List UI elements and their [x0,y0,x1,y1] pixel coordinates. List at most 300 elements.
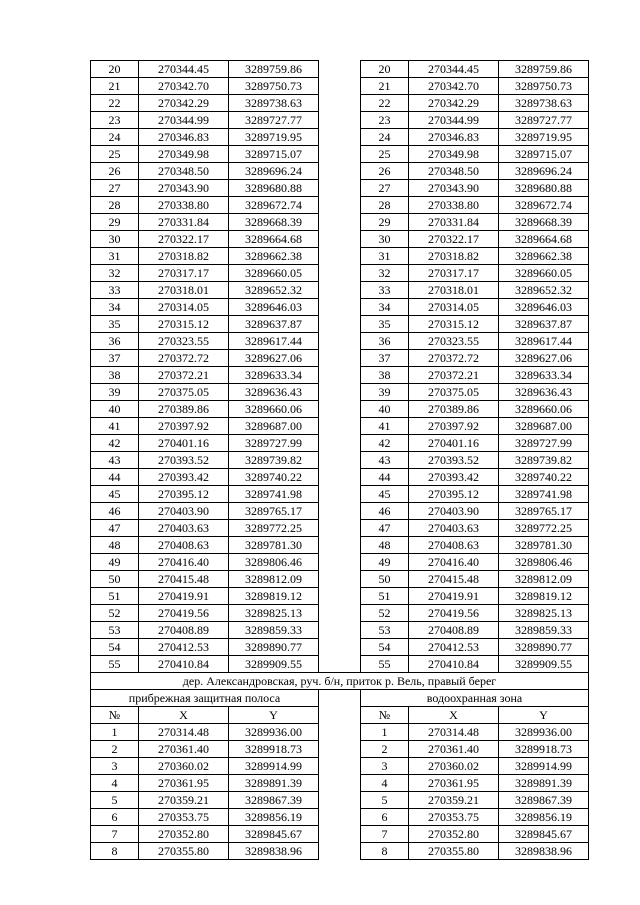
x-coordinate: 270415.48 [139,571,229,588]
gap-cell [319,129,361,146]
y-coordinate: 3289633.34 [499,367,589,384]
point-number: 3 [361,758,409,775]
gap-cell [319,299,361,316]
y-coordinate: 3289765.17 [229,503,319,520]
x-coordinate: 270410.84 [409,656,499,673]
gap-cell [319,503,361,520]
y-coordinate: 3289627.06 [499,350,589,367]
y-coordinate: 3289727.77 [499,112,589,129]
x-coordinate: 270359.21 [409,792,499,809]
y-coordinate: 3289738.63 [499,95,589,112]
x-coordinate: 270318.82 [409,248,499,265]
y-coordinate: 3289806.46 [499,554,589,571]
gap-cell [319,163,361,180]
y-coordinate: 3289680.88 [229,180,319,197]
gap-cell [319,282,361,299]
y-coordinate: 3289845.67 [499,826,589,843]
point-number: 46 [91,503,139,520]
gap-cell [319,78,361,95]
x-coordinate: 270403.63 [139,520,229,537]
point-number: 47 [361,520,409,537]
point-number: 40 [91,401,139,418]
x-coordinate: 270314.48 [409,724,499,741]
y-coordinate: 3289660.06 [229,401,319,418]
x-coordinate: 270361.95 [139,775,229,792]
gap-cell [319,401,361,418]
y-coordinate: 3289838.96 [499,843,589,860]
gap-cell [319,214,361,231]
gap-cell [319,809,361,826]
x-coordinate: 270395.12 [409,486,499,503]
x-coordinate: 270338.80 [409,197,499,214]
y-coordinate: 3289633.34 [229,367,319,384]
y-coordinate: 3289664.68 [229,231,319,248]
x-coordinate: 270322.17 [409,231,499,248]
section-header [91,673,589,724]
y-coordinate: 3289867.39 [229,792,319,809]
x-coordinate: 270395.12 [139,486,229,503]
point-number: 40 [361,401,409,418]
x-coordinate: 270408.89 [409,622,499,639]
point-number: 22 [361,95,409,112]
x-coordinate: 270338.80 [139,197,229,214]
y-coordinate: 3289891.39 [499,775,589,792]
y-coordinate: 3289637.87 [229,316,319,333]
top-rows [91,61,589,673]
y-coordinate: 3289891.39 [229,775,319,792]
point-number: 5 [91,792,139,809]
y-coordinate: 3289662.38 [229,248,319,265]
point-number: 34 [91,299,139,316]
point-number: 1 [91,724,139,741]
y-coordinate: 3289636.43 [229,384,319,401]
y-coordinate: 3289680.88 [499,180,589,197]
gap-cell [319,639,361,656]
point-number: 32 [91,265,139,282]
point-number: 24 [361,129,409,146]
y-coordinate: 3289727.77 [229,112,319,129]
gap-cell [319,61,361,78]
x-coordinate: 270349.98 [409,146,499,163]
point-number: 55 [91,656,139,673]
gap-cell [319,265,361,282]
point-number: 31 [361,248,409,265]
x-coordinate: 270355.80 [409,843,499,860]
gap-cell [319,775,361,792]
table-row [91,792,589,809]
col-header-x: X [139,707,229,724]
table-row [91,112,589,129]
x-coordinate: 270408.63 [139,537,229,554]
gap-cell [319,435,361,452]
y-coordinate: 3289672.74 [229,197,319,214]
table-row [91,163,589,180]
point-number: 23 [91,112,139,129]
x-coordinate: 270344.99 [139,112,229,129]
point-number: 27 [361,180,409,197]
point-number: 7 [361,826,409,843]
x-coordinate: 270393.42 [139,469,229,486]
y-coordinate: 3289668.39 [229,214,319,231]
y-coordinate: 3289806.46 [229,554,319,571]
x-coordinate: 270372.21 [409,367,499,384]
y-coordinate: 3289825.13 [229,605,319,622]
gap-cell [319,452,361,469]
gap-cell [319,520,361,537]
x-coordinate: 270314.05 [139,299,229,316]
gap-cell [319,248,361,265]
point-number: 34 [361,299,409,316]
gap-cell [319,656,361,673]
point-number: 43 [91,452,139,469]
table-row [91,95,589,112]
col-header-x: X [409,707,499,724]
x-coordinate: 270331.84 [139,214,229,231]
point-number: 28 [91,197,139,214]
point-number: 4 [91,775,139,792]
point-number: 41 [91,418,139,435]
y-coordinate: 3289909.55 [229,656,319,673]
table-row [91,282,589,299]
x-coordinate: 270346.83 [139,129,229,146]
gap-cell [319,469,361,486]
gap-cell [319,605,361,622]
table-row [91,418,589,435]
y-coordinate: 3289719.95 [229,129,319,146]
x-coordinate: 270416.40 [409,554,499,571]
y-coordinate: 3289867.39 [499,792,589,809]
x-coordinate: 270375.05 [139,384,229,401]
gap-cell [319,741,361,758]
point-number: 43 [361,452,409,469]
table-row [91,180,589,197]
x-coordinate: 270343.90 [139,180,229,197]
point-number: 37 [361,350,409,367]
y-coordinate: 3289781.30 [229,537,319,554]
point-number: 22 [91,95,139,112]
x-coordinate: 270359.21 [139,792,229,809]
x-coordinate: 270352.80 [139,826,229,843]
column-header-row [91,707,589,724]
point-number: 48 [91,537,139,554]
table-row [91,146,589,163]
y-coordinate: 3289819.12 [229,588,319,605]
x-coordinate: 270393.52 [409,452,499,469]
gap-cell [319,826,361,843]
col-header-num: № [91,707,139,724]
y-coordinate: 3289914.99 [499,758,589,775]
point-number: 2 [361,741,409,758]
point-number: 38 [361,367,409,384]
gap-cell [319,384,361,401]
point-number: 6 [91,809,139,826]
x-coordinate: 270315.12 [139,316,229,333]
point-number: 26 [91,163,139,180]
y-coordinate: 3289660.05 [499,265,589,282]
table-row [91,588,589,605]
gap-cell [319,316,361,333]
y-coordinate: 3289617.44 [499,333,589,350]
x-coordinate: 270393.42 [409,469,499,486]
y-coordinate: 3289918.73 [229,741,319,758]
x-coordinate: 270318.01 [139,282,229,299]
point-number: 3 [91,758,139,775]
point-number: 39 [361,384,409,401]
point-number: 21 [361,78,409,95]
gap-cell [319,197,361,214]
gap-cell [319,792,361,809]
col-header-y: Y [499,707,589,724]
x-coordinate: 270331.84 [409,214,499,231]
point-number: 32 [361,265,409,282]
point-number: 44 [361,469,409,486]
col-header-y: Y [229,707,319,724]
y-coordinate: 3289637.87 [499,316,589,333]
x-coordinate: 270419.91 [139,588,229,605]
x-coordinate: 270361.40 [409,741,499,758]
x-coordinate: 270355.80 [139,843,229,860]
point-number: 26 [361,163,409,180]
point-number: 42 [361,435,409,452]
x-coordinate: 270415.48 [409,571,499,588]
point-number: 49 [91,554,139,571]
y-coordinate: 3289890.77 [229,639,319,656]
point-number: 25 [91,146,139,163]
point-number: 50 [91,571,139,588]
table-row [91,469,589,486]
x-coordinate: 270343.90 [409,180,499,197]
point-number: 39 [91,384,139,401]
x-coordinate: 270353.75 [139,809,229,826]
y-coordinate: 3289664.68 [499,231,589,248]
point-number: 38 [91,367,139,384]
y-coordinate: 3289687.00 [229,418,319,435]
y-coordinate: 3289740.22 [499,469,589,486]
table-row [91,656,589,673]
y-coordinate: 3289859.33 [499,622,589,639]
point-number: 35 [361,316,409,333]
point-number: 23 [361,112,409,129]
gap-cell [319,588,361,605]
x-coordinate: 270393.52 [139,452,229,469]
y-coordinate: 3289617.44 [229,333,319,350]
table-row [91,809,589,826]
y-coordinate: 3289739.82 [229,452,319,469]
y-coordinate: 3289772.25 [229,520,319,537]
x-coordinate: 270314.05 [409,299,499,316]
table-row [91,248,589,265]
point-number: 1 [361,724,409,741]
y-coordinate: 3289845.67 [229,826,319,843]
y-coordinate: 3289719.95 [499,129,589,146]
x-coordinate: 270403.63 [409,520,499,537]
y-coordinate: 3289890.77 [499,639,589,656]
x-coordinate: 270317.17 [409,265,499,282]
y-coordinate: 3289738.63 [229,95,319,112]
point-number: 30 [361,231,409,248]
table-row [91,605,589,622]
point-number: 8 [361,843,409,860]
x-coordinate: 270323.55 [409,333,499,350]
point-number: 7 [91,826,139,843]
point-number: 37 [91,350,139,367]
x-coordinate: 270323.55 [139,333,229,350]
table-row [91,452,589,469]
point-number: 45 [361,486,409,503]
y-coordinate: 3289646.03 [499,299,589,316]
point-number: 20 [361,61,409,78]
x-coordinate: 270348.50 [409,163,499,180]
left-zone-label: прибрежная защитная полоса [91,690,319,707]
section-title: дер. Александровская, руч. б/н, приток р. Вель, правый берег [91,673,589,690]
x-coordinate: 270344.45 [409,61,499,78]
point-number: 24 [91,129,139,146]
x-coordinate: 270397.92 [139,418,229,435]
x-coordinate: 270389.86 [139,401,229,418]
gap-cell [319,350,361,367]
x-coordinate: 270348.50 [139,163,229,180]
table-row [91,639,589,656]
point-number: 27 [91,180,139,197]
point-number: 29 [361,214,409,231]
point-number: 2 [91,741,139,758]
y-coordinate: 3289741.98 [229,486,319,503]
y-coordinate: 3289672.74 [499,197,589,214]
y-coordinate: 3289715.07 [499,146,589,163]
table-row [91,316,589,333]
y-coordinate: 3289918.73 [499,741,589,758]
table-row [91,435,589,452]
point-number: 8 [91,843,139,860]
point-number: 53 [361,622,409,639]
x-coordinate: 270410.84 [139,656,229,673]
x-coordinate: 270416.40 [139,554,229,571]
x-coordinate: 270401.16 [139,435,229,452]
point-number: 52 [361,605,409,622]
y-coordinate: 3289909.55 [499,656,589,673]
y-coordinate: 3289781.30 [499,537,589,554]
y-coordinate: 3289750.73 [229,78,319,95]
y-coordinate: 3289687.00 [499,418,589,435]
y-coordinate: 3289759.86 [229,61,319,78]
table-row [91,367,589,384]
col-header-num: № [361,707,409,724]
y-coordinate: 3289819.12 [499,588,589,605]
gap-cell [319,707,361,724]
y-coordinate: 3289660.06 [499,401,589,418]
x-coordinate: 270318.01 [409,282,499,299]
table-row [91,401,589,418]
x-coordinate: 270401.16 [409,435,499,452]
y-coordinate: 3289636.43 [499,384,589,401]
x-coordinate: 270412.53 [409,639,499,656]
y-coordinate: 3289652.32 [499,282,589,299]
x-coordinate: 270408.89 [139,622,229,639]
table-row [91,843,589,860]
gap-cell [319,112,361,129]
table-row [91,503,589,520]
y-coordinate: 3289660.05 [229,265,319,282]
table-row [91,197,589,214]
y-coordinate: 3289759.86 [499,61,589,78]
point-number: 46 [361,503,409,520]
point-number: 33 [91,282,139,299]
point-number: 41 [361,418,409,435]
point-number: 52 [91,605,139,622]
x-coordinate: 270372.72 [409,350,499,367]
x-coordinate: 270360.02 [139,758,229,775]
y-coordinate: 3289936.00 [499,724,589,741]
y-coordinate: 3289741.98 [499,486,589,503]
y-coordinate: 3289838.96 [229,843,319,860]
y-coordinate: 3289859.33 [229,622,319,639]
point-number: 6 [361,809,409,826]
y-coordinate: 3289668.39 [499,214,589,231]
x-coordinate: 270408.63 [409,537,499,554]
point-number: 28 [361,197,409,214]
y-coordinate: 3289750.73 [499,78,589,95]
point-number: 33 [361,282,409,299]
point-number: 29 [91,214,139,231]
y-coordinate: 3289727.99 [229,435,319,452]
point-number: 53 [91,622,139,639]
bottom-rows [91,724,589,860]
coordinates-table [90,60,589,860]
x-coordinate: 270419.56 [139,605,229,622]
point-number: 49 [361,554,409,571]
point-number: 51 [91,588,139,605]
y-coordinate: 3289715.07 [229,146,319,163]
table-row [91,129,589,146]
table-row [91,724,589,741]
x-coordinate: 270344.99 [409,112,499,129]
table-row [91,571,589,588]
point-number: 4 [361,775,409,792]
gap-cell [319,537,361,554]
point-number: 55 [361,656,409,673]
x-coordinate: 270375.05 [409,384,499,401]
point-number: 20 [91,61,139,78]
x-coordinate: 270372.72 [139,350,229,367]
gap-cell [319,95,361,112]
table-row [91,384,589,401]
table-row [91,622,589,639]
point-number: 25 [361,146,409,163]
point-number: 42 [91,435,139,452]
x-coordinate: 270342.70 [409,78,499,95]
y-coordinate: 3289696.24 [229,163,319,180]
gap-cell [319,758,361,775]
y-coordinate: 3289772.25 [499,520,589,537]
point-number: 31 [91,248,139,265]
point-number: 50 [361,571,409,588]
x-coordinate: 270372.21 [139,367,229,384]
y-coordinate: 3289812.09 [499,571,589,588]
point-number: 35 [91,316,139,333]
point-number: 48 [361,537,409,554]
point-number: 45 [91,486,139,503]
x-coordinate: 270397.92 [409,418,499,435]
x-coordinate: 270322.17 [139,231,229,248]
y-coordinate: 3289727.99 [499,435,589,452]
x-coordinate: 270315.12 [409,316,499,333]
table-row [91,758,589,775]
table-row [91,775,589,792]
gap-cell [319,571,361,588]
table-row [91,554,589,571]
right-zone-label: водоохранная зона [361,690,589,707]
y-coordinate: 3289662.38 [499,248,589,265]
